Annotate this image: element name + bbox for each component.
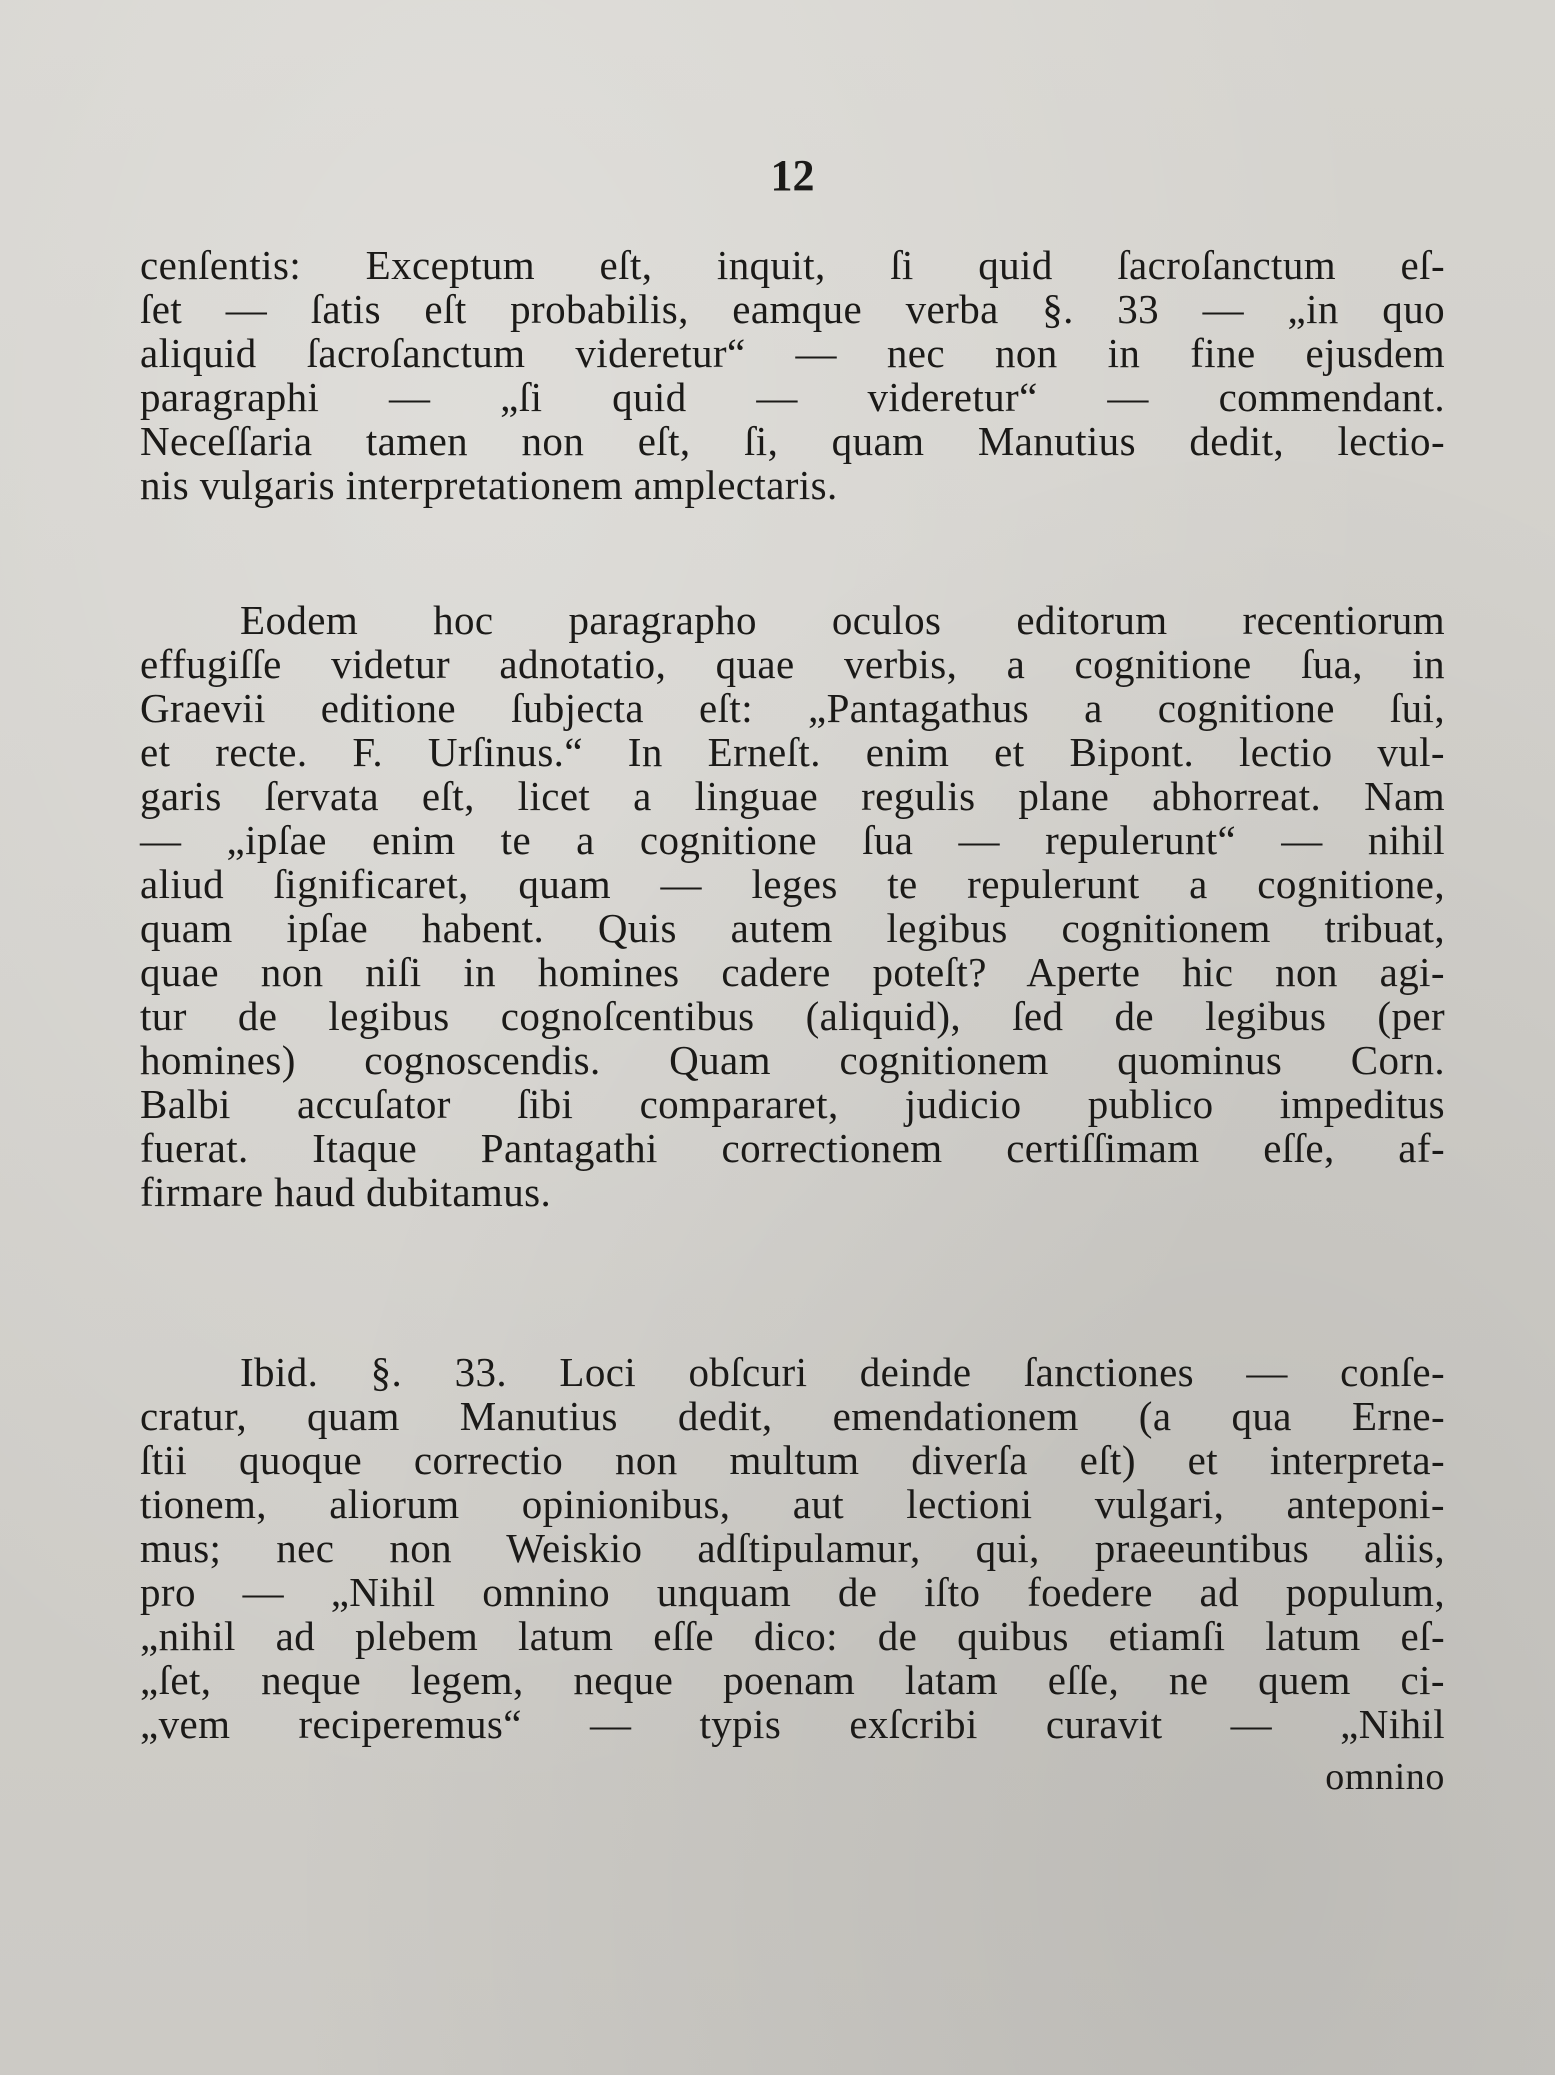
text-line: nis vulgaris interpretationem amplectaris.: [140, 462, 838, 508]
text-line: aliquid ſacroſanctum videretur“ — nec non in fine ejusdem: [140, 330, 1445, 376]
text-line: quam ipſae habent. Quis autem legibus cognitionem tribuat,: [140, 905, 1445, 951]
text-line: cenſentis: Exceptum eſt, inquit, ſi quid ſacroſanctum eſ-: [140, 242, 1445, 288]
text-line: firmare haud dubitamus.: [140, 1169, 552, 1215]
text-line: ſet — ſatis eſt probabilis, eamque verba §. 33 — „in quo: [140, 286, 1445, 332]
text-line: tur de legibus cognoſcentibus (aliquid), ſed de legibus (per: [140, 993, 1445, 1039]
text-line: quae non niſi in homines cadere poteſt? Aperte hic non agi-: [140, 949, 1445, 995]
text-line: paragraphi — „ſi quid — videretur“ — commendant.: [140, 374, 1445, 420]
paragraph-2: [140, 598, 1445, 1214]
paragraph-1: [140, 243, 1445, 507]
text-line: Ibid. §. 33. Loci obſcuri deinde ſanctiones — conſe-: [240, 1349, 1445, 1395]
text-line: et recte. F. Urſinus.“ In Erneſt. enim et Bipont. lectio vul-: [140, 729, 1445, 775]
text-line: „nihil ad plebem latum eſſe dico: de quibus etiamſi latum eſ-: [140, 1613, 1445, 1659]
text-line: „ſet, neque legem, neque poenam latam eſſe, ne quem ci-: [140, 1657, 1445, 1703]
text-line: effugiſſe videtur adnotatio, quae verbis, a cognitione ſua, in: [140, 641, 1445, 687]
catchword: omnino: [1325, 1756, 1445, 1798]
text-line: garis ſervata eſt, licet a linguae regulis plane abhorreat. Nam: [140, 773, 1445, 819]
text-line: mus; nec non Weiskio adſtipulamur, qui, praeeuntibus aliis,: [140, 1525, 1445, 1571]
text-line: cratur, quam Manutius dedit, emendationem (a qua Erne-: [140, 1393, 1445, 1439]
text-line: Eodem hoc paragrapho oculos editorum recentiorum: [240, 597, 1445, 643]
text-line: — „ipſae enim te a cognitione ſua — repulerunt“ — nihil: [140, 817, 1445, 863]
text-line: aliud ſignificaret, quam — leges te repulerunt a cognitione,: [140, 861, 1445, 907]
paragraph-3: [140, 1350, 1445, 1746]
text-line: Graevii editione ſubjecta eſt: „Pantagathus a cognitione ſui,: [140, 685, 1445, 731]
text-line: ſtii quoque correctio non multum diverſa eſt) et interpreta-: [140, 1437, 1445, 1483]
text-line: pro — „Nihil omnino unquam de iſto foedere ad populum,: [140, 1569, 1445, 1615]
text-line: Neceſſaria tamen non eſt, ſi, quam Manutius dedit, lectio-: [140, 418, 1445, 464]
text-line: fuerat. Itaque Pantagathi correctionem certiſſimam eſſe, af-: [140, 1125, 1445, 1171]
text-line: homines) cognoscendis. Quam cognitionem quominus Corn.: [140, 1037, 1445, 1083]
text-line: „vem reciperemus“ — typis exſcribi curavit — „Nihil: [140, 1701, 1445, 1747]
text-line: tionem, aliorum opinionibus, aut lectioni vulgari, anteponi-: [140, 1481, 1445, 1527]
text-line: Balbi accuſator ſibi compararet, judicio publico impeditus: [140, 1081, 1445, 1127]
page-number: 12: [770, 151, 815, 200]
